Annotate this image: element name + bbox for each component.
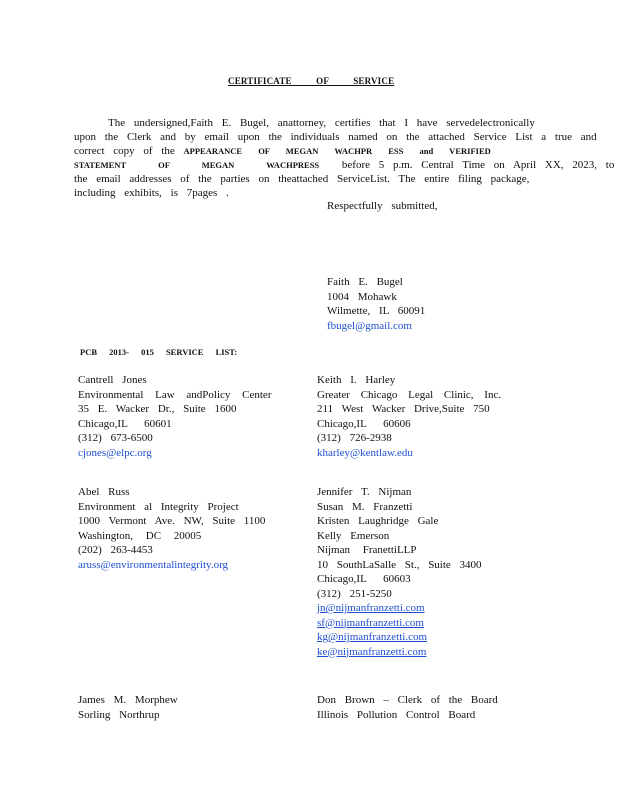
- contact-email-link[interactable]: aruss@environmentalintegrity.org: [78, 558, 229, 571]
- contact-email-link[interactable]: jn@nijmanfranzetti.com: [317, 602, 425, 614]
- contact-org: Environmental Law andPolicy Center: [78, 388, 272, 401]
- paragraph-line: [74, 144, 544, 158]
- contact-street: 35 E. Wacker Dr., Suite 1600: [78, 403, 237, 415]
- certificate-title: CERTIFICATE OF SERVICE: [228, 76, 395, 86]
- contact-name: Cantrell Jones: [78, 374, 147, 386]
- contact-harley: [317, 373, 501, 460]
- signer-street: 1004 Mohawk: [327, 290, 397, 303]
- contact-email-link[interactable]: ke@nijmanfranzetti.com: [317, 645, 427, 658]
- contact-email-link[interactable]: kharley@kentlaw.edu: [317, 446, 413, 459]
- contact-brown: [317, 693, 498, 722]
- contact-phone: (312) 251-5250: [317, 587, 392, 600]
- contact-name: Kelly Emerson: [317, 529, 390, 542]
- contact-morphew: [78, 693, 178, 722]
- contact-name: Kristen Laughridge Gale: [317, 515, 439, 527]
- contact-phone: (202) 263-4453: [78, 544, 153, 556]
- contact-nijman: [317, 485, 482, 659]
- contact-street: 10 SouthLaSalle St., Suite 3400: [317, 558, 482, 571]
- contact-street: 1000 Vermont Ave. NW, Suite 1100: [78, 515, 266, 527]
- contact-email-link[interactable]: sf@nijmanfranzetti.com: [317, 616, 424, 629]
- contact-name: Abel Russ: [78, 486, 130, 498]
- contact-org: Sorling Northrup: [78, 708, 160, 721]
- contact-name: Don Brown – Clerk of the Board: [317, 694, 498, 706]
- contact-name: James M. Morphew: [78, 694, 178, 706]
- contact-org: Nijman FranettiLLP: [317, 544, 417, 556]
- contact-name: Keith I. Harley: [317, 374, 396, 386]
- contact-street: 211 West Wacker Drive,Suite 750: [317, 403, 490, 415]
- paragraph-line: upon the Clerk and by email upon the individuals named on the attached Service List a true and: [74, 131, 597, 143]
- paragraph-text: correct copy of the: [74, 145, 175, 157]
- contact-jones: [78, 373, 271, 460]
- paragraph-line: The undersigned,Faith E. Bugel, anattorney, certifies that I have servedelectronically: [108, 117, 535, 129]
- contact-name: Jennifer T. Nijman: [317, 486, 412, 498]
- contact-phone: (312) 673-6500: [78, 432, 153, 444]
- contact-phone: (312) 726-2938: [317, 432, 392, 444]
- contact-city: Chicago,IL 60606: [317, 417, 411, 430]
- contact-city: Chicago,IL 60603: [317, 573, 411, 585]
- signer-name: Faith E. Bugel: [327, 276, 403, 288]
- paragraph-line: including exhibits, is 7pages .: [74, 187, 229, 199]
- paragraph-line: [74, 158, 615, 172]
- service-list-title: PCB 2013- 015 SERVICE LIST:: [80, 347, 238, 357]
- certification-paragraph: [74, 116, 615, 200]
- document-title-caps: STATEMENT OF MEGAN WACHPRESS: [74, 160, 320, 170]
- contact-city: Chicago,IL 60601: [78, 417, 172, 430]
- signature-block: [327, 275, 425, 333]
- contact-city: Washington, DC 20005: [78, 529, 202, 542]
- paragraph-text: before 5 p.m. Central Time on April XX, 2023, to: [341, 159, 615, 171]
- signer-email-link[interactable]: fbugel@gmail.com: [327, 319, 412, 332]
- contact-org: Greater Chicago Legal Clinic, Inc.: [317, 388, 502, 401]
- contact-org: Environment al Integrity Project: [78, 500, 239, 513]
- respectfully-submitted: Respectfully submitted,: [327, 200, 438, 212]
- contact-org: Illinois Pollution Control Board: [317, 708, 476, 721]
- paragraph-line: the email addresses of the parties on theattached ServiceList. The entire filing package,: [74, 173, 530, 185]
- contact-email-link[interactable]: kg@nijmanfranzetti.com: [317, 631, 428, 643]
- contact-email-link[interactable]: cjones@elpc.org: [78, 446, 152, 459]
- contact-russ: [78, 485, 265, 572]
- signer-city: Wilmette, IL 60091: [327, 305, 426, 317]
- document-title-caps: APPEARANCE OF MEGAN WACHPR ESS and VERIFIED: [183, 146, 491, 156]
- contact-name: Susan M. Franzetti: [317, 500, 413, 513]
